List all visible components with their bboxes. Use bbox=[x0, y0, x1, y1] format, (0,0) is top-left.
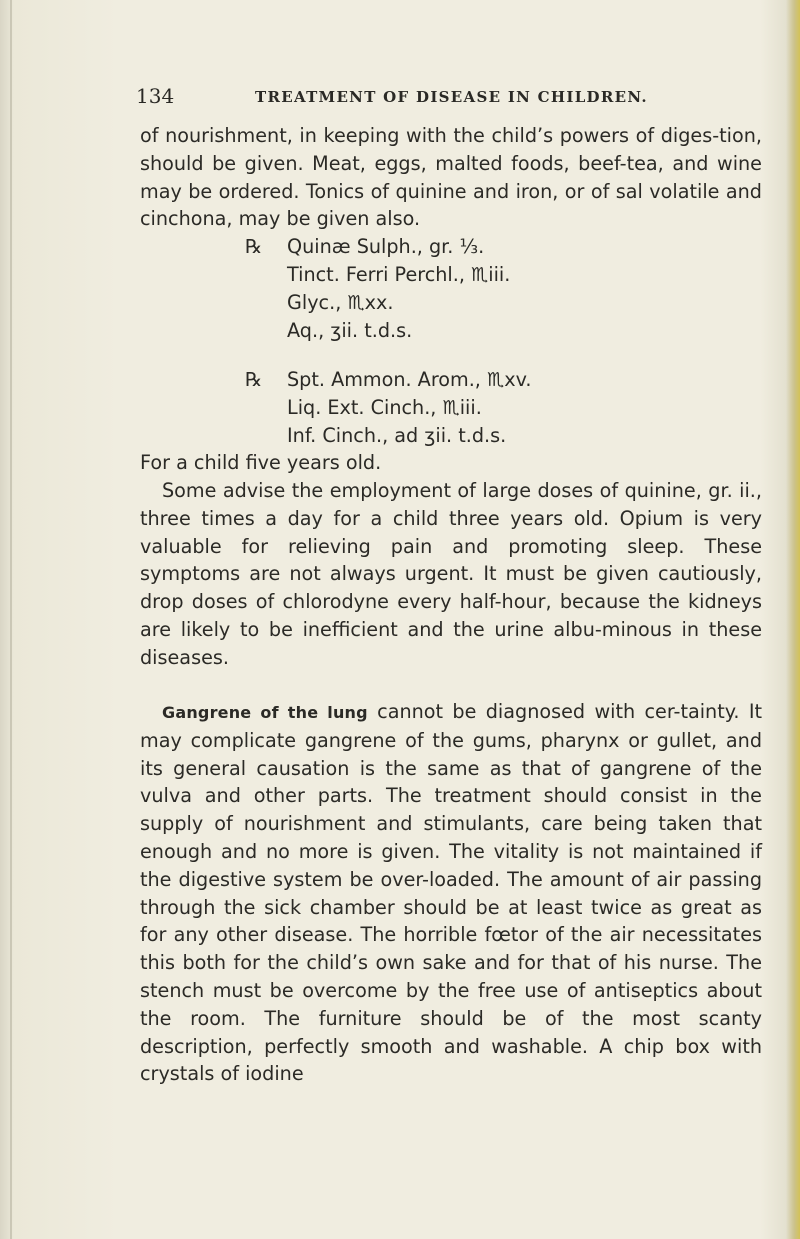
prescription-2-line: Liq. Ext. Cinch., ♏iii. bbox=[287, 396, 482, 419]
running-title: TREATMENT OF DISEASE IN CHILDREN. bbox=[255, 88, 648, 106]
paragraph-gangrene-text: cannot be diagnosed with cer-tainty. It may complicate gangrene of the gums, pharynx or gullet, and its general causation is the same as that of gangrene of the vulva and other parts. The treatment should consist in the supply of nourishment and stimulants, care being taken that enough and no more is given. The vitality is not maintained if the digestive system be over-loaded. The amount of air passing through the sick chamber should be at least twice as great as for any other disease. The horrible fœtor of the air necessitates this both for the child’s own sake and for that of his nurse. The stench must be overcome by the free use of antiseptics about the room. The furniture should be of the most scanty description, perfectly smooth and washable. A chip box with crystals of iodine bbox=[140, 700, 762, 1086]
running-head bbox=[130, 84, 750, 108]
prescription-2-line: Spt. Ammon. Arom., ♏xv. bbox=[287, 368, 532, 391]
prescription-1-line: Quinæ Sulph., gr. ⅓. bbox=[287, 235, 485, 258]
paragraph-quinine: Some advise the employment of large doses of quinine, gr. ii., three times a day for a child three years old. Opium is very valuable for relieving pain and promoting sleep. These symptoms are not always urgent. It must be given cautiously, drop doses of chlorodyne every half-hour, because the kidneys are likely to be inefficient and the urine albu-minous in these diseases. bbox=[140, 479, 762, 669]
prescription-2-symbol: ℞ bbox=[245, 368, 263, 391]
prescription-2-line: Inf. Cinch., ad ʒii. t.d.s. bbox=[287, 424, 507, 447]
paragraph-gangrene bbox=[140, 698, 762, 1088]
prescription-note: For a child five years old. bbox=[140, 451, 382, 474]
prescription-1-symbol: ℞ bbox=[245, 235, 263, 258]
prescription-1-line: Tinct. Ferri Perchl., ♏iii. bbox=[287, 263, 511, 286]
section-heading-gangrene: Gangrene of the lung bbox=[162, 703, 368, 722]
prescription-1-line: Glyc., ♏xx. bbox=[287, 291, 394, 314]
page-number: 134 bbox=[136, 84, 175, 108]
prescription-1-line: Aq., ʒii. t.d.s. bbox=[287, 319, 413, 342]
paragraph-nourishment: of nourishment, in keeping with the child’s powers of diges-tion, should be given. Meat, eggs, malted foods, beef-tea, and wine may be ordered. Tonics of quinine and iron, or of sal volatile and cinchona, may be given also. bbox=[140, 124, 762, 231]
page-spine-shadow bbox=[10, 0, 12, 1239]
page-edge bbox=[786, 0, 800, 1239]
